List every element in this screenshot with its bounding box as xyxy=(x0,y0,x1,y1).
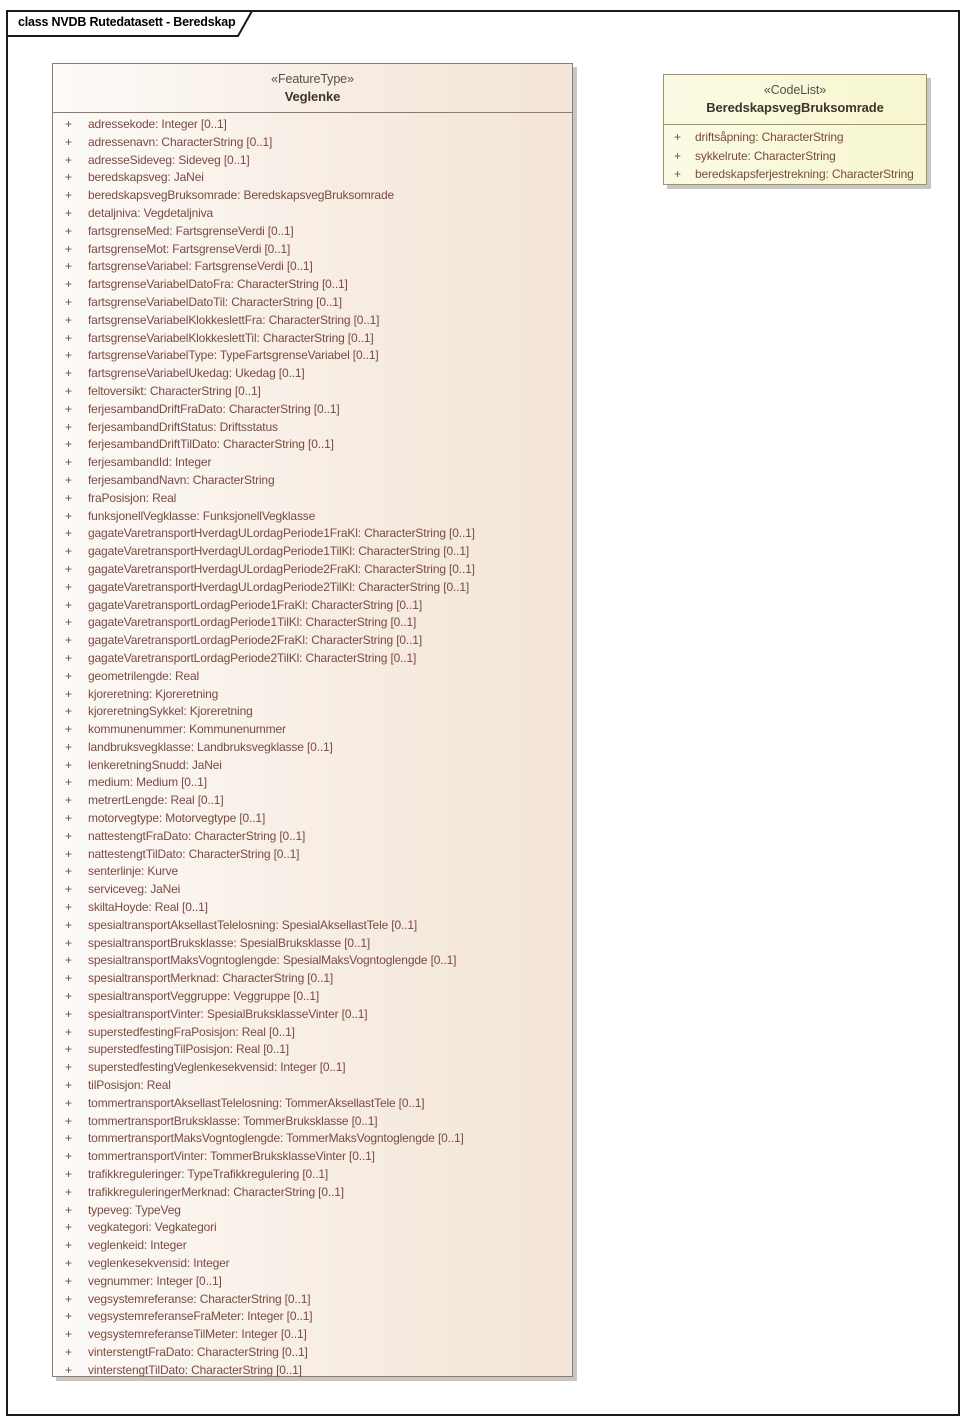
attribute-row xyxy=(664,165,926,184)
attribute-text: superstedfestingFraPosisjon: Real [0..1] xyxy=(88,1024,295,1039)
attribute-text: fartsgrenseVariabelUkedag: Ukedag [0..1] xyxy=(88,366,305,381)
visibility-marker: + xyxy=(65,775,73,790)
attribute-row xyxy=(53,401,572,419)
visibility-marker: + xyxy=(65,704,73,719)
visibility-marker: + xyxy=(65,1024,73,1039)
attribute-row xyxy=(53,223,572,241)
attribute-text: tilPosisjon: Real xyxy=(88,1078,171,1093)
attribute-row xyxy=(53,276,572,294)
visibility-marker: + xyxy=(65,508,73,523)
attribute-text: ferjesambandDriftTilDato: CharacterString [0..1] xyxy=(88,437,334,452)
visibility-marker: + xyxy=(65,953,73,968)
attribute-row xyxy=(53,1202,572,1220)
visibility-marker: + xyxy=(65,1078,73,1093)
attribute-text: nattestengtTilDato: CharacterString [0..1] xyxy=(88,846,300,861)
attribute-row xyxy=(53,917,572,935)
attribute-text: spesialtransportBruksklasse: SpesialBruksklasse [0..1] xyxy=(88,935,371,950)
visibility-marker: + xyxy=(65,544,73,559)
attribute-text: spesialtransportVeggruppe: Veggruppe [0..1] xyxy=(88,989,320,1004)
attribute-text: kjoreretning: Kjoreretning xyxy=(88,686,219,701)
attribute-text: gagateVaretransportLordagPeriode1FraKl: CharacterString [0..1] xyxy=(88,597,423,612)
attribute-row xyxy=(53,1113,572,1131)
attribute-text: fartsgrenseMed: FartsgrenseVerdi [0..1] xyxy=(88,223,294,238)
attribute-row xyxy=(53,1273,572,1291)
attribute-text: lenkeretningSnudd: JaNei xyxy=(88,757,222,772)
attribute-text: sykkelrute: CharacterString xyxy=(695,148,836,163)
visibility-marker: + xyxy=(65,971,73,986)
attribute-text: motorvegtype: Motorvegtype [0..1] xyxy=(88,811,266,826)
visibility-marker: + xyxy=(65,1238,73,1253)
attribute-row xyxy=(53,258,572,276)
visibility-marker: + xyxy=(65,1309,73,1324)
attribute-text: veglenkeid: Integer xyxy=(88,1238,187,1253)
visibility-marker: + xyxy=(65,1006,73,1021)
attribute-text: funksjonellVegklasse: FunksjonellVegklasse xyxy=(88,508,316,523)
attribute-row xyxy=(53,935,572,953)
attribute-text: beredskapsvegBruksomrade: BeredskapsvegBruksomrade xyxy=(88,188,394,203)
attribute-row xyxy=(53,525,572,543)
attribute-text: feltoversikt: CharacterString [0..1] xyxy=(88,383,261,398)
visibility-marker: + xyxy=(65,117,73,131)
visibility-marker: + xyxy=(65,1060,73,1075)
attribute-row xyxy=(53,774,572,792)
class-veglenke-stereotype: «FeatureType» xyxy=(271,72,354,86)
attribute-text: detaljniva: Vegdetaljniva xyxy=(88,205,214,220)
attribute-row xyxy=(664,128,926,147)
visibility-marker: + xyxy=(65,348,73,363)
attribute-text: ferjesambandId: Integer xyxy=(88,455,212,470)
visibility-marker: + xyxy=(65,170,73,185)
attribute-text: spesialtransportMerknad: CharacterString [0..1] xyxy=(88,971,334,986)
attribute-text: adressenavn: CharacterString [0..1] xyxy=(88,134,273,149)
attribute-row xyxy=(53,1255,572,1273)
visibility-marker: + xyxy=(65,811,73,826)
visibility-marker: + xyxy=(65,1131,73,1146)
attribute-row xyxy=(53,686,572,704)
attribute-row xyxy=(53,650,572,668)
class-veglenke-header xyxy=(53,64,572,113)
attribute-text: vegsystemreferanseTilMeter: Integer [0..1] xyxy=(88,1327,307,1342)
attribute-row xyxy=(53,1166,572,1184)
visibility-marker: + xyxy=(65,935,73,950)
visibility-marker: + xyxy=(65,383,73,398)
visibility-marker: + xyxy=(674,130,682,144)
visibility-marker: + xyxy=(65,152,73,167)
attribute-row xyxy=(53,169,572,187)
attribute-text: beredskapsveg: JaNei xyxy=(88,170,204,185)
attribute-row xyxy=(53,365,572,383)
attribute-text: veglenkesekvensid: Integer xyxy=(88,1256,230,1270)
attribute-text: nattestengtFraDato: CharacterString [0..1] xyxy=(88,828,306,843)
attribute-text: gagateVaretransportHverdagULordagPeriode2FraKl: CharacterString [0..1] xyxy=(88,561,475,576)
attribute-row xyxy=(53,952,572,970)
attribute-row xyxy=(53,579,572,597)
attribute-text: landbruksvegklasse: Landbruksvegklasse [0..1] xyxy=(88,739,333,754)
attribute-row xyxy=(53,347,572,365)
attribute-row xyxy=(53,899,572,917)
visibility-marker: + xyxy=(65,722,73,737)
visibility-marker: + xyxy=(65,455,73,470)
attribute-text: beredskapsferjestrekning: CharacterString xyxy=(695,167,914,182)
class-veglenke xyxy=(52,63,573,1377)
diagram-frame xyxy=(6,10,960,1416)
class-veglenke-name: Veglenke xyxy=(284,89,341,104)
visibility-marker: + xyxy=(65,633,73,648)
visibility-marker: + xyxy=(65,579,73,594)
attribute-text: fartsgrenseMot: FartsgrenseVerdi [0..1] xyxy=(88,241,291,256)
attribute-row xyxy=(53,632,572,650)
visibility-marker: + xyxy=(65,757,73,772)
attribute-row xyxy=(53,614,572,632)
attribute-text: geometrilengde: Real xyxy=(88,668,200,683)
attribute-text: vegnummer: Integer [0..1] xyxy=(88,1273,222,1288)
attribute-row xyxy=(53,1344,572,1362)
attribute-row xyxy=(53,1219,572,1237)
attribute-row xyxy=(53,828,572,846)
attribute-text: spesialtransportAksellastTelelosning: SpesialAksellastTele [0..1] xyxy=(88,917,418,932)
attribute-text: driftsåpning: CharacterString xyxy=(695,130,844,144)
attribute-text: kjoreretningSykkel: Kjoreretning xyxy=(88,704,253,719)
attribute-row xyxy=(53,116,572,134)
visibility-marker: + xyxy=(65,900,73,915)
class-beredskapsvegbruksomrade-name: BeredskapsvegBruksomrade xyxy=(706,100,884,115)
attribute-row xyxy=(53,1326,572,1344)
attribute-row xyxy=(53,597,572,615)
attribute-row xyxy=(53,1237,572,1255)
attribute-text: senterlinje: Kurve xyxy=(88,864,179,879)
visibility-marker: + xyxy=(65,615,73,630)
visibility-marker: + xyxy=(65,1095,73,1110)
attribute-row xyxy=(53,543,572,561)
attribute-row xyxy=(53,1059,572,1077)
attribute-row xyxy=(53,668,572,686)
attribute-text: fartsgrenseVariabelType: TypeFartsgrenseVariabel [0..1] xyxy=(88,348,379,363)
attribute-row xyxy=(53,863,572,881)
attribute-text: fartsgrenseVariabel: FartsgrenseVerdi [0..1] xyxy=(88,259,313,274)
attribute-text: ferjesambandDriftFraDato: CharacterString [0..1] xyxy=(88,401,340,416)
attribute-text: gagateVaretransportLordagPeriode2FraKl: CharacterString [0..1] xyxy=(88,633,423,648)
visibility-marker: + xyxy=(65,864,73,879)
visibility-marker: + xyxy=(65,1344,73,1359)
visibility-marker: + xyxy=(65,1113,73,1128)
visibility-marker: + xyxy=(65,597,73,612)
diagram-title: class NVDB Rutedatasett - Beredskap xyxy=(18,15,236,29)
attribute-text: trafikkreguleringer: TypeTrafikkregulering [0..1] xyxy=(88,1167,329,1182)
attribute-text: vegsystemreferanseFraMeter: Integer [0..1] xyxy=(88,1309,313,1324)
visibility-marker: + xyxy=(65,490,73,505)
attribute-row xyxy=(53,454,572,472)
visibility-marker: + xyxy=(65,650,73,665)
visibility-marker: + xyxy=(674,167,682,182)
visibility-marker: + xyxy=(65,401,73,416)
attribute-text: gagateVaretransportLordagPeriode2TilKl: CharacterString [0..1] xyxy=(88,650,417,665)
attribute-row xyxy=(53,330,572,348)
visibility-marker: + xyxy=(65,1149,73,1164)
attribute-text: adresseSideveg: Sideveg [0..1] xyxy=(88,152,250,167)
attribute-text: skiltaHoyde: Real [0..1] xyxy=(88,900,208,915)
class-beredskapsvegbruksomrade xyxy=(663,74,927,185)
visibility-marker: + xyxy=(65,241,73,256)
attribute-text: spesialtransportVinter: SpesialBruksklasseVinter [0..1] xyxy=(88,1006,368,1021)
attribute-row xyxy=(53,1130,572,1148)
attribute-row xyxy=(53,881,572,899)
visibility-marker: + xyxy=(65,668,73,683)
attribute-text: fraPosisjon: Real xyxy=(88,490,177,505)
visibility-marker: + xyxy=(65,294,73,309)
visibility-marker: + xyxy=(65,526,73,541)
visibility-marker: + xyxy=(65,828,73,843)
attribute-text: adressekode: Integer [0..1] xyxy=(88,117,227,131)
attribute-text: vegsystemreferanse: CharacterString [0..1] xyxy=(88,1291,311,1306)
attribute-text: superstedfestingVeglenkesekvensid: Integer [0..1] xyxy=(88,1060,346,1075)
attribute-row xyxy=(53,757,572,775)
visibility-marker: + xyxy=(65,989,73,1004)
class-beredskapsvegbruksomrade-stereotype: «CodeList» xyxy=(763,83,827,97)
attribute-text: serviceveg: JaNei xyxy=(88,882,181,897)
attribute-row xyxy=(53,1006,572,1024)
attribute-text: ferjesambandDriftStatus: Driftsstatus xyxy=(88,419,278,434)
attribute-row xyxy=(53,152,572,170)
attribute-text: vinterstengtTilDato: CharacterString [0..1] xyxy=(88,1362,302,1377)
attribute-row xyxy=(53,1041,572,1059)
visibility-marker: + xyxy=(65,1202,73,1217)
attribute-text: vegkategori: Vegkategori xyxy=(88,1220,217,1235)
visibility-marker: + xyxy=(65,277,73,292)
attribute-text: tommertransportMaksVogntoglengde: TommerMaksVogntoglengde [0..1] xyxy=(88,1131,464,1146)
visibility-marker: + xyxy=(65,1327,73,1342)
attribute-row xyxy=(53,792,572,810)
attribute-row xyxy=(53,436,572,454)
visibility-marker: + xyxy=(65,419,73,434)
attribute-row xyxy=(53,187,572,205)
visibility-marker: + xyxy=(65,882,73,897)
attribute-row xyxy=(53,1148,572,1166)
attribute-row xyxy=(53,383,572,401)
visibility-marker: + xyxy=(65,366,73,381)
visibility-marker: + xyxy=(65,472,73,487)
attribute-row xyxy=(53,703,572,721)
visibility-marker: + xyxy=(65,437,73,452)
visibility-marker: + xyxy=(674,148,682,163)
attribute-row xyxy=(53,205,572,223)
attribute-row xyxy=(53,561,572,579)
attribute-text: superstedfestingTilPosisjon: Real [0..1] xyxy=(88,1042,289,1057)
visibility-marker: + xyxy=(65,259,73,274)
attribute-text: fartsgrenseVariabelKlokkeslettTil: CharacterString [0..1] xyxy=(88,330,374,345)
attribute-text: gagateVaretransportHverdagULordagPeriode1TilKl: CharacterString [0..1] xyxy=(88,544,470,559)
attribute-row xyxy=(53,739,572,757)
attribute-text: tommertransportBruksklasse: TommerBruksklasse [0..1] xyxy=(88,1113,378,1128)
visibility-marker: + xyxy=(65,1167,73,1182)
attribute-row xyxy=(53,134,572,152)
attribute-text: typeveg: TypeVeg xyxy=(88,1202,181,1217)
attribute-row xyxy=(53,1184,572,1202)
attribute-row xyxy=(664,147,926,166)
attribute-row xyxy=(53,1024,572,1042)
visibility-marker: + xyxy=(65,846,73,861)
attribute-text: vinterstengtFraDato: CharacterString [0..1] xyxy=(88,1344,308,1359)
visibility-marker: + xyxy=(65,561,73,576)
attribute-row xyxy=(53,508,572,526)
attribute-row xyxy=(53,970,572,988)
attribute-text: fartsgrenseVariabelKlokkeslettFra: CharacterString [0..1] xyxy=(88,312,380,327)
attribute-text: gagateVaretransportLordagPeriode1TilKl: CharacterString [0..1] xyxy=(88,615,417,630)
class-beredskapsvegbruksomrade-attributes xyxy=(664,125,926,184)
visibility-marker: + xyxy=(65,739,73,754)
visibility-marker: + xyxy=(65,1042,73,1057)
attribute-row xyxy=(53,721,572,739)
visibility-marker: + xyxy=(65,205,73,220)
attribute-text: gagateVaretransportHverdagULordagPeriode2TilKl: CharacterString [0..1] xyxy=(88,579,470,594)
attribute-row xyxy=(53,1291,572,1309)
attribute-text: tommertransportVinter: TommerBruksklasseVinter [0..1] xyxy=(88,1149,375,1164)
attribute-text: fartsgrenseVariabelDatoFra: CharacterString [0..1] xyxy=(88,277,348,292)
attribute-row xyxy=(53,241,572,259)
attribute-row xyxy=(53,294,572,312)
attribute-text: kommunenummer: Kommunenummer xyxy=(88,722,286,737)
attribute-row xyxy=(53,312,572,330)
visibility-marker: + xyxy=(65,330,73,345)
attribute-row xyxy=(53,419,572,437)
attribute-text: tommertransportAksellastTelelosning: TommerAksellastTele [0..1] xyxy=(88,1095,425,1110)
attribute-text: medium: Medium [0..1] xyxy=(88,775,207,790)
attribute-text: spesialtransportMaksVogntoglengde: SpesialMaksVogntoglengde [0..1] xyxy=(88,953,457,968)
visibility-marker: + xyxy=(65,188,73,203)
visibility-marker: + xyxy=(65,1362,73,1377)
attribute-row xyxy=(53,1308,572,1326)
attribute-row xyxy=(53,1362,572,1380)
attribute-row xyxy=(53,810,572,828)
visibility-marker: + xyxy=(65,793,73,808)
visibility-marker: + xyxy=(65,134,73,149)
visibility-marker: + xyxy=(65,1184,73,1199)
visibility-marker: + xyxy=(65,1220,73,1235)
visibility-marker: + xyxy=(65,223,73,238)
visibility-marker: + xyxy=(65,1273,73,1288)
attribute-row xyxy=(53,846,572,864)
visibility-marker: + xyxy=(65,917,73,932)
attribute-row xyxy=(53,988,572,1006)
visibility-marker: + xyxy=(65,1256,73,1270)
attribute-text: metrertLengde: Real [0..1] xyxy=(88,793,224,808)
class-veglenke-attributes xyxy=(53,113,572,1380)
visibility-marker: + xyxy=(65,1291,73,1306)
attribute-text: trafikkreguleringerMerknad: CharacterString [0..1] xyxy=(88,1184,344,1199)
visibility-marker: + xyxy=(65,312,73,327)
attribute-row xyxy=(53,472,572,490)
attribute-text: gagateVaretransportHverdagULordagPeriode1FraKl: CharacterString [0..1] xyxy=(88,526,475,541)
class-beredskapsvegbruksomrade-header xyxy=(664,75,926,125)
attribute-row xyxy=(53,1095,572,1113)
visibility-marker: + xyxy=(65,686,73,701)
attribute-text: ferjesambandNavn: CharacterString xyxy=(88,472,275,487)
attribute-text: fartsgrenseVariabelDatoTil: CharacterString [0..1] xyxy=(88,294,342,309)
attribute-row xyxy=(53,490,572,508)
attribute-row xyxy=(53,1077,572,1095)
